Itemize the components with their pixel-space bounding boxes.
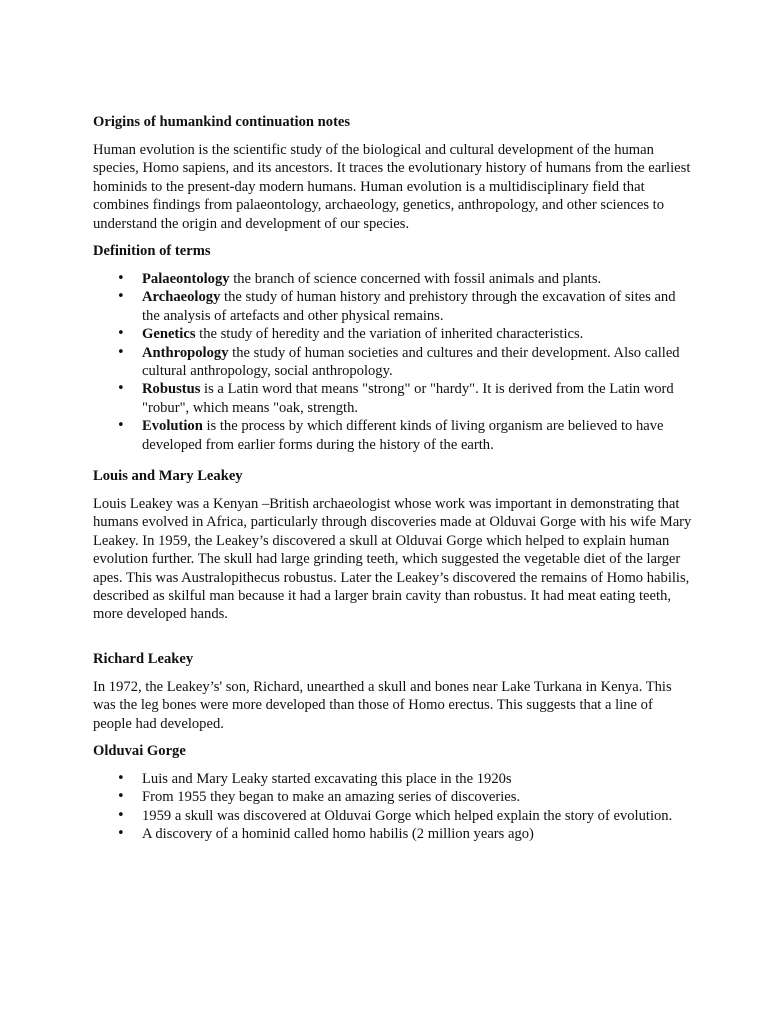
- definition-text: is a Latin word that means "strong" or "hardy". It is derived from the Latin word "robur", which means "oak, strength.: [142, 381, 674, 416]
- definition-term: Palaeontology: [142, 271, 230, 287]
- olduvai-list: [93, 770, 693, 844]
- document-title: Origins of humankind continuation notes: [93, 114, 351, 130]
- definition-item: [93, 325, 693, 343]
- definition-item: [93, 270, 693, 288]
- definition-text: the branch of science concerned with fossil animals and plants.: [229, 271, 602, 287]
- olduvai-item: • Luis and Mary Leaky started excavating this place in the 1920s: [93, 770, 693, 788]
- definitions-list: [93, 270, 693, 454]
- definition-term: Anthropology: [142, 344, 229, 361]
- olduvai-item: • From 1955 they began to make an amazing series of discoveries.: [93, 788, 693, 806]
- richard-leakey-heading: Richard Leakey: [93, 651, 194, 667]
- olduvai-heading: Olduvai Gorge: [93, 743, 186, 759]
- olduvai-item: • A discovery of a hominid called homo habilis (2 million years ago): [93, 825, 693, 843]
- definition-item: [93, 344, 693, 381]
- definition-term: Evolution: [142, 418, 203, 435]
- intro-paragraph: Human evolution is the scientific study of the biological and cultural development of the human species, Homo sapiens, and its ancestors. It traces the evolutionary history of humans from the earliest hominids to the present-day modern humans. Human evolution is a multidisciplinary field that combines findings from palaeontology, archaeology, genetics, anthropology, and other sciences to understand the origin and development of our species.: [93, 142, 691, 232]
- leakey-heading: Louis and Mary Leakey: [93, 468, 243, 484]
- definition-text: the study of human history and prehistory through the excavation of sites and the analysis of artefacts and other physical remains.: [142, 289, 676, 324]
- definition-term: Robustus: [142, 381, 201, 398]
- leakey-paragraph: Louis Leakey was a Kenyan –British archaeologist whose work was important in demonstrating that humans evolved in Africa, particularly through discoveries made at Olduvai Gorge with his wife Mary Leakey. In 1959, the Leakey’s discovered a skull at Olduvai Gorge which helped to explain human evolution further. The skull had large grinding teeth, which suggested the vegetable diet of the larger apes. This was Australopithecus robustus. Later the Leakey’s discovered the remains of Homo habilis, described as skilful man because it had a larger brain cavity than robustus. It had meat eating teeth, more developed hands.: [93, 496, 692, 623]
- richard-leakey-paragraph: In 1972, the Leakey’s' son, Richard, unearthed a skull and bones near Lake Turkana in Kenya. This was the leg bones were more developed than those of Homo erectus. This suggests that a line of people had developed.: [93, 679, 672, 732]
- definition-item: [93, 288, 693, 325]
- definition-text: is the process by which different kinds of living organism are believed to have developed from earlier forms during the history of the earth.: [142, 418, 664, 453]
- definition-item: [93, 417, 693, 454]
- definition-term: Genetics: [142, 326, 196, 343]
- definition-text: the study of heredity and the variation of inherited characteristics.: [195, 326, 584, 343]
- definition-text: the study of human societies and cultures and their development. Also called cultural anthropology, social anthropology.: [142, 344, 680, 380]
- definition-item: [93, 380, 693, 417]
- definition-term: Archaeology: [142, 289, 221, 306]
- definitions-heading: Definition of terms: [93, 243, 211, 259]
- olduvai-item: • 1959 a skull was discovered at Olduvai Gorge which helped explain the story of evolution.: [93, 807, 693, 825]
